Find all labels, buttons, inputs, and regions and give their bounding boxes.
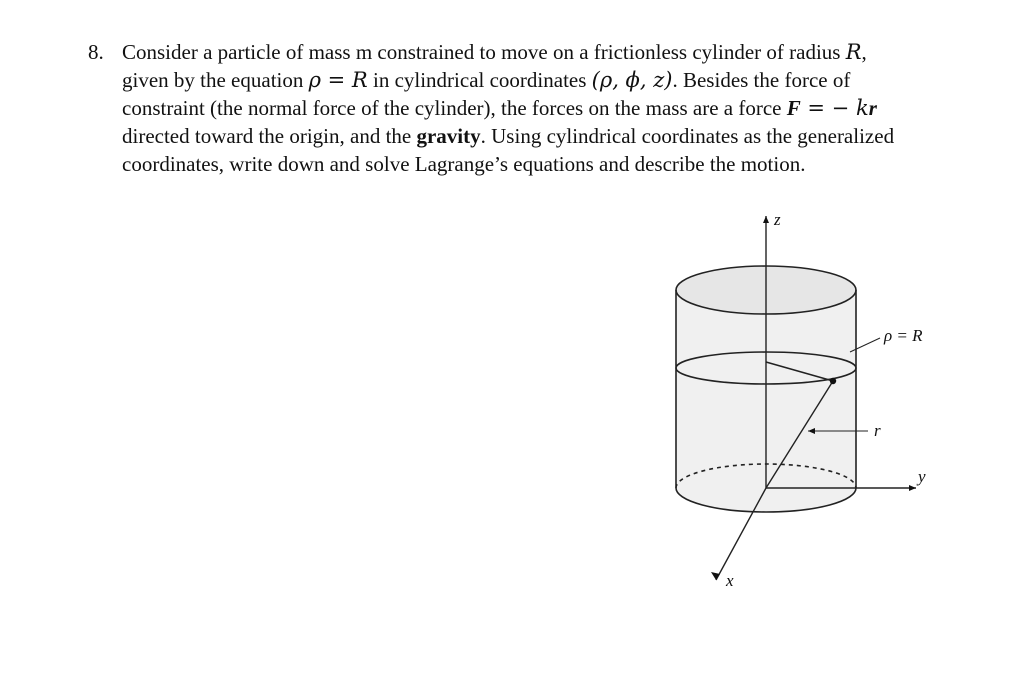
text-line-3: constraint (the normal force of the cylinder), the forces on the mass are a force F = − kr bbox=[122, 96, 877, 120]
text-line-1: Consider a particle of mass m constrained to move on a frictionless cylinder of radius R, bbox=[122, 40, 867, 64]
rho-equals-R-label: ρ = R bbox=[884, 326, 923, 345]
coords-tuple: (ρ, ϕ, z) bbox=[591, 68, 673, 92]
text-line-5: coordinates, write down and solve Lagrange’s equations and describe the motion. bbox=[122, 152, 806, 176]
force-F: F bbox=[786, 96, 801, 120]
vector-r: r bbox=[868, 96, 877, 120]
text-line-4: directed toward the origin, and the gravity. Using cylindrical coordinates as the generalized bbox=[122, 124, 895, 148]
particle-dot bbox=[830, 378, 836, 384]
equation-rho: ρ = R bbox=[308, 68, 368, 92]
z-axis-label: z bbox=[774, 210, 781, 229]
gravity-bold: gravity bbox=[416, 124, 481, 148]
problem-number: 8. bbox=[88, 40, 104, 64]
var-R: R bbox=[845, 40, 862, 64]
r-label: r bbox=[874, 421, 881, 440]
x-axis-arrowhead bbox=[711, 572, 720, 580]
y-axis-label: y bbox=[918, 467, 926, 486]
text-line-2: given by the equation ρ = R in cylindrical coordinates (ρ, ϕ, z). Besides the force of bbox=[122, 68, 851, 92]
x-axis-label: x bbox=[726, 571, 734, 590]
